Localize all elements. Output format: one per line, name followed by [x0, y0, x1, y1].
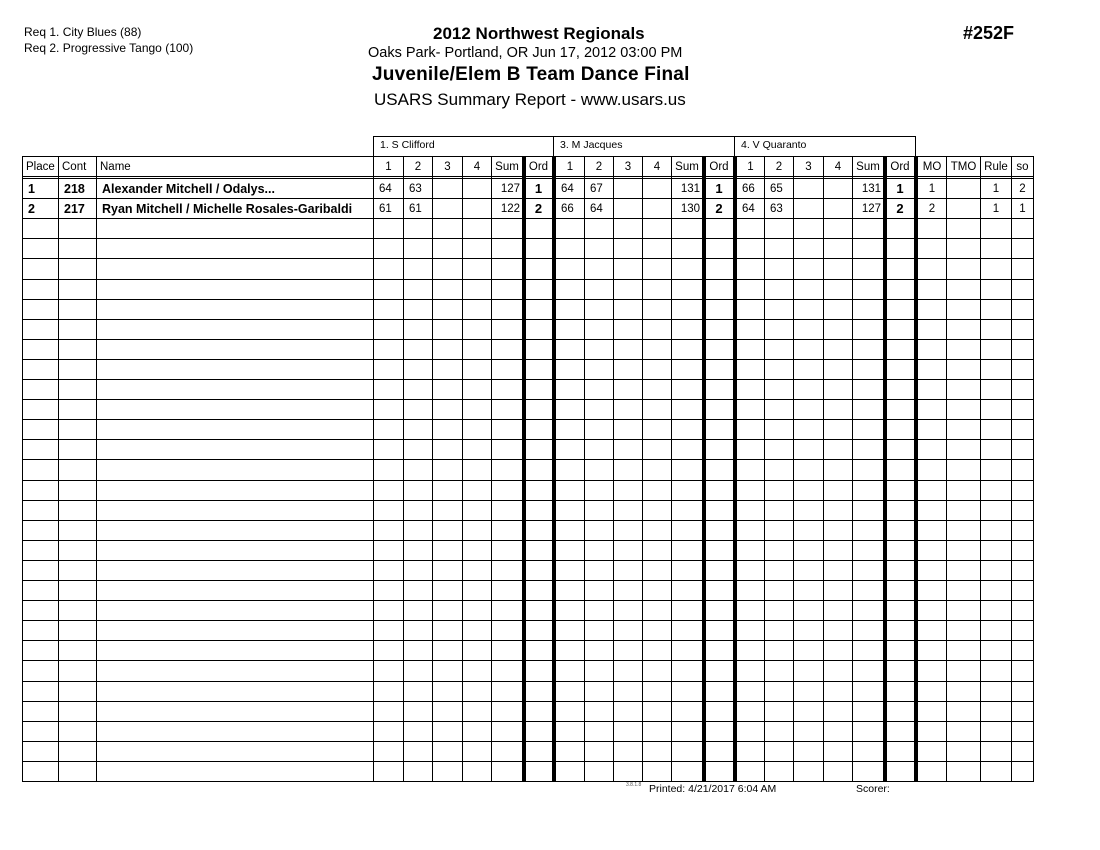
row-divider	[22, 580, 1033, 581]
column-divider-thick	[883, 156, 887, 782]
column-divider-thick	[552, 156, 556, 782]
printed-timestamp: Printed: 4/21/2017 6:04 AM	[649, 783, 777, 795]
column-divider	[946, 156, 947, 782]
tmo-cell	[947, 199, 980, 218]
row-divider	[22, 459, 1033, 460]
judge3-s3-cell	[794, 179, 823, 198]
report-title: USARS Summary Report - www.usars.us	[374, 90, 686, 109]
contestant-name-cell: Alexander Mitchell / Odalys...	[102, 182, 275, 196]
judge1-sum-cell: 122	[500, 203, 520, 215]
location-datetime: Oaks Park- Portland, OR Jun 17, 2012 03:00 PM	[368, 45, 683, 61]
column-divider	[491, 156, 492, 782]
sheet-id: #252F	[963, 23, 1015, 43]
column-header-judge1-4: 4	[473, 161, 481, 173]
judge1-ord-cell: 1	[534, 181, 543, 196]
column-header-judge1-ord: Ord	[528, 161, 549, 173]
column-header-judge2-sum: Sum	[675, 161, 699, 173]
column-divider	[403, 156, 404, 782]
column-header-judge3-1: 1	[747, 161, 754, 173]
row-divider	[22, 520, 1033, 521]
row-divider	[22, 600, 1033, 601]
judge1-s2-cell: 61	[409, 203, 422, 215]
column-header-place: Place	[26, 161, 55, 173]
judge1-s1-cell: 64	[379, 183, 392, 195]
column-divider	[823, 156, 824, 782]
place-cell: 2	[28, 202, 35, 216]
scorer-label: Scorer:	[856, 783, 890, 795]
column-header-rule: Rule	[984, 161, 1008, 173]
column-header-judge1-1: 1	[385, 161, 392, 173]
column-divider	[1011, 156, 1012, 782]
judge2-s1-cell: 64	[561, 183, 574, 195]
column-header-name: Name	[100, 161, 131, 173]
rule-cell: 1	[992, 203, 1000, 215]
row-divider	[22, 439, 1033, 440]
row-divider	[22, 399, 1033, 400]
column-header-judge3-3: 3	[805, 161, 812, 173]
column-divider-thick	[522, 156, 526, 782]
column-header-judge2-ord: Ord	[709, 161, 729, 173]
row-divider	[22, 741, 1033, 742]
row-divider	[22, 701, 1033, 702]
column-divider-thick	[733, 156, 737, 782]
column-header-judge2-4: 4	[653, 161, 661, 173]
rule-cell: 1	[992, 183, 1000, 195]
column-divider	[613, 156, 614, 782]
judge3-ord-cell: 1	[896, 181, 904, 196]
version-label: 3.8.1.8	[626, 782, 642, 788]
row-divider	[22, 560, 1033, 561]
column-header-judge3-2: 2	[775, 161, 783, 173]
column-header-judge2-3: 3	[624, 161, 632, 173]
column-header-judge3-sum: Sum	[856, 161, 880, 173]
contestant-name-cell: Ryan Mitchell / Michelle Rosales-Garibaldi	[102, 202, 353, 216]
row-divider	[22, 339, 1033, 340]
judge-header-2: 3. M Jacques	[553, 136, 735, 156]
column-divider	[671, 156, 672, 782]
row-divider	[22, 299, 1033, 300]
row-divider	[22, 359, 1033, 360]
column-header-mo: MO	[922, 161, 942, 173]
event-title: Juvenile/Elem B Team Dance Final	[372, 64, 690, 85]
contestant-number-cell: 217	[64, 202, 85, 216]
judge3-s1-cell: 66	[742, 183, 755, 195]
column-divider	[22, 156, 23, 782]
judge3-s2-cell: 63	[770, 203, 783, 215]
column-divider	[764, 156, 765, 782]
column-divider	[852, 156, 853, 782]
row-divider	[22, 761, 1033, 762]
judge2-ord-cell: 2	[715, 201, 723, 216]
judge2-s4-cell	[643, 199, 671, 218]
column-header-judge2-1: 1	[566, 161, 574, 173]
judge3-ord-cell: 2	[896, 201, 904, 216]
judge1-s1-cell: 61	[379, 203, 392, 215]
contestant-number-cell: 218	[64, 182, 85, 196]
column-divider	[432, 156, 433, 782]
row-divider	[22, 480, 1033, 481]
judge3-sum-cell: 127	[861, 203, 881, 215]
row-divider	[22, 681, 1033, 682]
judge1-s4-cell	[463, 199, 491, 218]
judge-header-1: 1. S Clifford	[373, 136, 554, 156]
column-divider	[1033, 156, 1034, 782]
row-divider	[22, 379, 1033, 380]
judge2-s2-cell: 64	[590, 203, 603, 215]
judge-header-3: 4. V Quaranto	[734, 136, 916, 156]
mo-cell: 2	[928, 203, 936, 215]
judge3-s1-cell: 64	[742, 203, 755, 215]
column-header-tmo: TMO	[950, 161, 977, 173]
column-divider	[642, 156, 643, 782]
column-header-so: so	[1016, 161, 1029, 173]
column-divider	[373, 156, 374, 782]
judge1-ord-cell: 2	[534, 201, 543, 216]
so-cell: 2	[1019, 183, 1026, 195]
row-divider	[22, 640, 1033, 641]
column-divider-thick	[914, 156, 918, 782]
judge3-s3-cell	[794, 199, 823, 218]
requirement-2: Req 2. Progressive Tango (100)	[24, 41, 194, 55]
judge1-s3-cell	[433, 199, 462, 218]
column-header-judge1-2: 2	[414, 161, 422, 173]
column-header-cont: Cont	[62, 161, 87, 173]
row-divider	[22, 218, 1033, 219]
row-divider	[22, 279, 1033, 280]
judge2-s3-cell	[614, 179, 642, 198]
column-divider	[584, 156, 585, 782]
column-header-judge3-ord: Ord	[890, 161, 910, 173]
row-divider	[22, 319, 1033, 320]
column-divider	[58, 156, 59, 782]
judge3-sum-cell: 131	[861, 183, 881, 195]
column-divider-thick	[702, 156, 706, 782]
judge3-s4-cell	[824, 199, 852, 218]
judge2-s4-cell	[643, 179, 671, 198]
row-divider	[22, 620, 1033, 621]
column-divider	[980, 156, 981, 782]
judge2-ord-cell: 1	[715, 181, 723, 196]
judge1-s4-cell	[463, 179, 491, 198]
row-divider	[22, 721, 1033, 722]
row-divider	[22, 540, 1033, 541]
column-divider	[96, 156, 97, 782]
tmo-cell	[947, 179, 980, 198]
judge3-s2-cell: 65	[770, 183, 783, 195]
column-divider	[793, 156, 794, 782]
row-divider	[22, 500, 1033, 501]
judge3-s4-cell	[824, 179, 852, 198]
judge2-sum-cell: 130	[680, 203, 700, 215]
row-divider	[22, 660, 1033, 661]
column-header-judge2-2: 2	[595, 161, 603, 173]
judge2-s3-cell	[614, 199, 642, 218]
column-header-judge1-3: 3	[444, 161, 451, 173]
place-cell: 1	[28, 182, 35, 196]
judge2-s1-cell: 66	[561, 203, 574, 215]
judge2-sum-cell: 131	[680, 183, 700, 195]
row-divider	[22, 419, 1033, 420]
judge1-sum-cell: 127	[500, 183, 520, 195]
so-cell: 1	[1019, 203, 1026, 215]
column-header-judge3-4: 4	[834, 161, 842, 173]
judge1-s2-cell: 63	[409, 183, 422, 195]
column-header-judge1-sum: Sum	[495, 161, 519, 173]
row-divider	[22, 258, 1033, 259]
mo-cell: 1	[928, 183, 936, 195]
row-divider	[22, 238, 1033, 239]
competition-title: 2012 Northwest Regionals	[433, 24, 645, 43]
row-divider	[22, 781, 1033, 782]
judge2-s2-cell: 67	[590, 183, 603, 195]
judge1-s3-cell	[433, 179, 462, 198]
requirement-1: Req 1. City Blues (88)	[24, 25, 142, 39]
column-divider	[462, 156, 463, 782]
